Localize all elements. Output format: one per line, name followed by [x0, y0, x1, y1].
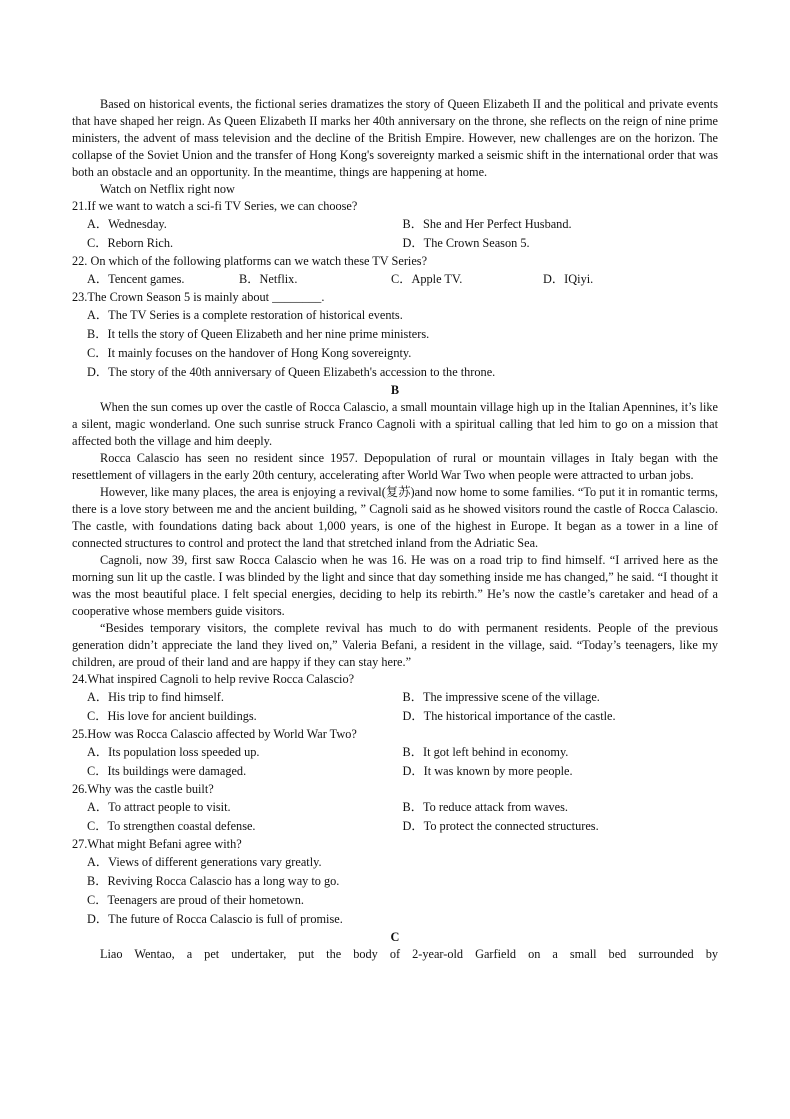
option-row	[72, 762, 718, 781]
question-stem: 22. On which of the following platforms can we watch these TV Series?	[72, 254, 428, 268]
option-c[interactable]: C．To strengthen coastal defense.	[87, 819, 256, 833]
option-b[interactable]: B．To reduce attack from waves.	[402, 800, 568, 814]
option-c[interactable]: C．Teenagers are proud of their hometown.	[87, 893, 304, 907]
option-d[interactable]: D．The story of the 40th anniversary of Queen Elizabeth's accession to the throne.	[87, 365, 496, 379]
page-content	[72, 96, 718, 963]
section-c-heading: C	[390, 930, 400, 944]
option-a[interactable]: A．Tencent games.	[87, 272, 185, 286]
option-a[interactable]: A．His trip to find himself.	[87, 690, 224, 704]
option-row	[72, 306, 718, 325]
question-26	[72, 781, 718, 836]
option-c[interactable]: C．Its buildings were damaged.	[87, 764, 247, 778]
option-d[interactable]: D．The future of Rocca Calascio is full of promise.	[87, 912, 343, 926]
passage-a-paragraph: Based on historical events, the fictional series dramatizes the story of Queen Elizabeth II and the political and private events that have shaped her reign. As Queen Elizabeth II marks her 40th anniversary on the throne, she reflects on the reign of nine prime ministers, the advent of mass television and the decline of the British Empire. However, new challenges are on the horizon. The collapse of the Soviet Union and the transfer of Hong Kong's sovereignty marked a seismic shift in the international order that was both an obstacle and an opportunity. In the meantime, things are happening at home.	[72, 97, 718, 179]
option-c[interactable]: C．It mainly focuses on the handover of Hong Kong sovereignty.	[87, 346, 412, 360]
option-b[interactable]: B．Netflix.	[239, 272, 298, 286]
question-stem: 24.What inspired Cagnoli to help revive Rocca Calascio?	[72, 672, 355, 686]
watch-line: Watch on Netflix right now	[100, 182, 235, 196]
question-25	[72, 726, 718, 781]
passage-b-paragraph: When the sun comes up over the castle of Rocca Calascio, a small mountain village high up in the Italian Apennines, it’s like a silent, magic wonderland. One such sunrise struck Franco Cagnoli with a spiritual calling that led him to go on a mission that affected both the village and him deeply.	[72, 400, 718, 448]
option-b[interactable]: B．She and Her Perfect Husband.	[402, 217, 572, 231]
option-row	[72, 891, 718, 910]
option-b[interactable]: B．It tells the story of Queen Elizabeth and her nine prime ministers.	[87, 327, 430, 341]
passage-b-paragraph: However, like many places, the area is enjoying a revival(复苏)and now home to some families. “To put it in romantic terms, there is a love story between me and the ancient building, ” Cagnoli said as he showed visitors round the castle of Rocca Calascio. The castle, with foundations dating back about 1,000 years, is one of the highest in Europe. It began as a tower in a line of connected structures to control and protect the land that stretched inland from the Adriatic Sea.	[72, 485, 718, 550]
option-d[interactable]: D．The historical importance of the castle.	[402, 709, 616, 723]
question-23	[72, 289, 718, 382]
question-27	[72, 836, 718, 929]
question-stem: 23.The Crown Season 5 is mainly about ________.	[72, 290, 325, 304]
questions-b	[72, 671, 718, 929]
question-stem: 26.Why was the castle built?	[72, 782, 214, 796]
passage-c-first-line: Liao Wentao, a pet undertaker, put the body of 2-year-old Garfield on a small bed surrounded by	[100, 947, 718, 961]
questions-a	[72, 198, 718, 382]
option-a[interactable]: A．Wednesday.	[87, 217, 167, 231]
option-d[interactable]: D．It was known by more people.	[402, 764, 573, 778]
passage-b-paragraph: “Besides temporary visitors, the complete revival has much to do with permanent residents. People of the previous generation didn’t appreciate the land they lived on,” Valeria Befani, a resident in the village, said. “Today’s teenagers, like my children, are proud of their land and are happy if they can stay here.”	[72, 621, 718, 669]
option-row	[72, 853, 718, 872]
question-21	[72, 198, 718, 253]
option-c[interactable]: C．Apple TV.	[391, 272, 463, 286]
option-row	[72, 872, 718, 891]
passage-b	[72, 399, 718, 671]
option-c[interactable]: C．Reborn Rich.	[87, 236, 174, 250]
question-stem: 25.How was Rocca Calascio affected by World War Two?	[72, 727, 357, 741]
option-row	[72, 688, 718, 707]
option-row	[72, 817, 718, 836]
section-b-heading: B	[390, 383, 400, 397]
option-b[interactable]: B．It got left behind in economy.	[402, 745, 569, 759]
option-row	[72, 363, 718, 382]
passage-b-paragraph: Cagnoli, now 39, first saw Rocca Calascio when he was 16. He was on a road trip to find himself. “I arrived here as the morning sun lit up the castle. I was blinded by the light and since that day something inside me has changed,” he said. “I thought it was the most beautiful place. I felt special energies, deciding to help its rebirth.” He’s now the castle’s caretaker and head of a cooperative whose members guide visitors.	[72, 553, 718, 618]
option-row	[72, 344, 718, 363]
passage-b-paragraph: Rocca Calascio has seen no resident since 1957. Depopulation of rural or mountain villages in Italy began with the resettlement of villagers in the early 20th century, accelerating after World War Two when people were attracted to urban jobs.	[72, 451, 718, 482]
option-a[interactable]: A．Views of different generations vary greatly.	[87, 855, 322, 869]
option-row	[72, 707, 718, 726]
option-a[interactable]: A．To attract people to visit.	[87, 800, 231, 814]
question-24	[72, 671, 718, 726]
option-row	[72, 325, 718, 344]
question-22	[72, 253, 718, 289]
option-row	[72, 270, 718, 289]
option-row	[72, 234, 718, 253]
option-a[interactable]: A．Its population loss speeded up.	[87, 745, 260, 759]
option-a[interactable]: A．The TV Series is a complete restoration of historical events.	[87, 308, 403, 322]
question-stem: 21.If we want to watch a sci-fi TV Series, we can choose?	[72, 199, 358, 213]
option-d[interactable]: D．The Crown Season 5.	[402, 236, 530, 250]
option-row	[72, 215, 718, 234]
question-stem: 27.What might Befani agree with?	[72, 837, 242, 851]
option-c[interactable]: C．His love for ancient buildings.	[87, 709, 257, 723]
option-d[interactable]: D．To protect the connected structures.	[402, 819, 599, 833]
option-row	[72, 910, 718, 929]
option-b[interactable]: B．The impressive scene of the village.	[402, 690, 600, 704]
option-b[interactable]: B．Reviving Rocca Calascio has a long way to go.	[87, 874, 340, 888]
option-d[interactable]: D．IQiyi.	[543, 272, 594, 286]
option-row	[72, 798, 718, 817]
option-row	[72, 743, 718, 762]
